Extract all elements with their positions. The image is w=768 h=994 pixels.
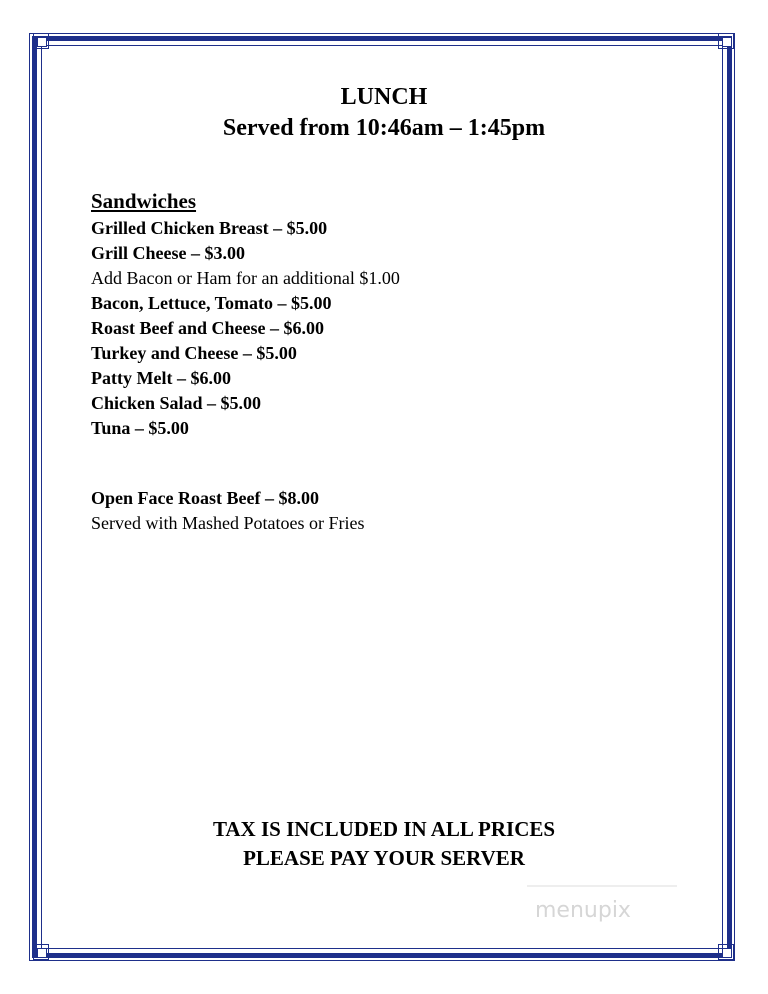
corner-ornament-top-left: [33, 33, 49, 49]
menu-item-note: Add Bacon or Ham for an additional $1.00: [91, 268, 400, 288]
menu-item: Bacon, Lettuce, Tomato – $5.00: [91, 293, 332, 313]
corner-ornament-bottom-left: [33, 944, 49, 960]
corner-ornament-top-right: [718, 33, 734, 49]
serving-hours: Served from 10:46am – 1:45pm: [222, 115, 546, 141]
section-heading-sandwiches: Sandwiches: [91, 189, 197, 213]
menu-item: Grill Cheese – $3.00: [91, 243, 245, 263]
page-title: LUNCH: [340, 84, 428, 110]
payment-notice: PLEASE PAY YOUR SERVER: [243, 846, 525, 870]
menu-item: Patty Melt – $6.00: [91, 368, 231, 388]
watermark-logo: menupix: [535, 898, 631, 923]
section-spacer: [91, 441, 691, 486]
menu-item: Turkey and Cheese – $5.00: [91, 343, 297, 363]
menu-item: Tuna – $5.00: [91, 418, 189, 438]
open-face-roast-beef-item: Open Face Roast Beef – $8.00: [91, 488, 319, 508]
open-face-description: Served with Mashed Potatoes or Fries: [91, 513, 365, 533]
watermark-rule: [527, 885, 677, 887]
menu-item: Chicken Salad – $5.00: [91, 393, 262, 413]
menu-item: Roast Beef and Cheese – $6.00: [91, 318, 324, 338]
corner-ornament-bottom-right: [718, 944, 734, 960]
sandwich-menu: [91, 186, 691, 536]
menu-item: Grilled Chicken Breast – $5.00: [91, 218, 328, 238]
tax-notice: TAX IS INCLUDED IN ALL PRICES: [212, 817, 556, 841]
